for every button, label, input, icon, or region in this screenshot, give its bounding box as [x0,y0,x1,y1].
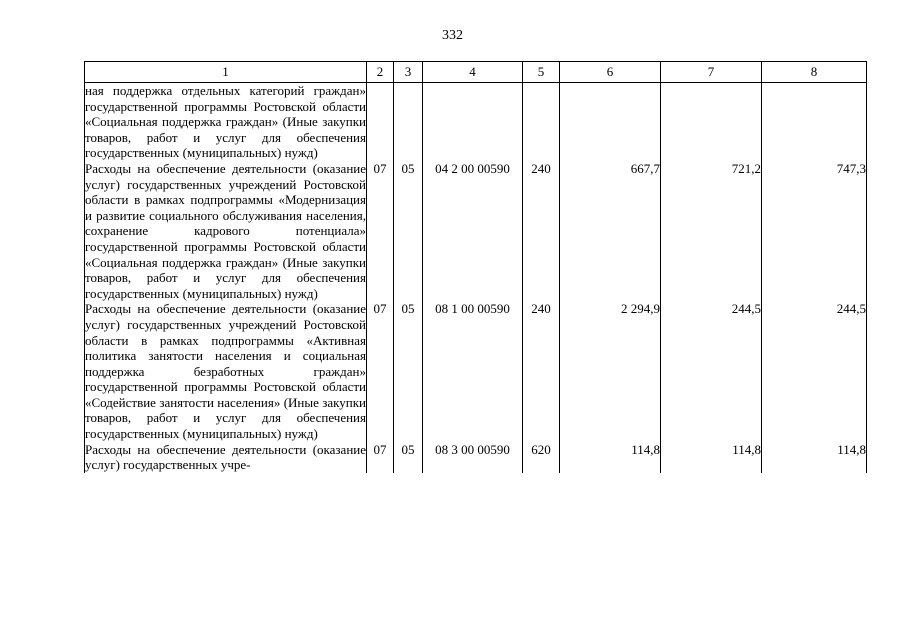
row-amount-3: 747,3 [762,161,867,301]
row-target-article: 08 1 00 00590 [423,301,523,441]
column-header-3: 3 [394,62,423,83]
row-target-article: 08 3 00 00590 [423,442,523,473]
row-amount-1: 2 294,9 [560,301,661,441]
row-subsection: 05 [394,301,423,441]
row-description: Расходы на обеспечение деятельности (оказание услуг) государственных учреждений Ростовской области в рамках подпрограммы «Модернизация и развитие социального обслуживания населения, сохранение кадрового потенциала» государственной программы Ростовской области «Социальная поддержка граждан» (Иные закупки товаров, работ и услуг для обеспечения государственных (муниципальных) нужд) [85,160,366,301]
table-header-row [85,62,867,83]
budget-table [84,61,867,473]
row-description: Расходы на обеспечение деятельности (оказание услуг) государственных учре- [85,441,366,473]
row-amount-2: 721,2 [661,161,762,301]
row-amount-1: 114,8 [560,442,661,473]
row-description: Расходы на обеспечение деятельности (оказание услуг) государственных учреждений Ростовской области в рамках подпрограммы «Активная политика занятости населения и социальная поддержка безработных граждан» государственной программы Ростовской области «Содействие занятости населения» (Иные закупки товаров, работ и услуг для обеспечения государственных (муниципальных) нужд) [85,301,366,442]
column-header-7: 7 [661,62,762,83]
row-amount-2: 244,5 [661,301,762,441]
table-row [85,161,867,301]
row-section [367,83,394,161]
row-amount-3 [762,83,867,161]
row-amount-2 [661,83,762,161]
column-header-2: 2 [367,62,394,83]
page-number: 332 [442,28,463,43]
table-row [85,83,867,161]
row-amount-2: 114,8 [661,442,762,473]
row-amount-3: 244,5 [762,301,867,441]
column-header-1: 1 [85,62,367,83]
row-target-article: 04 2 00 00590 [423,161,523,301]
column-header-5: 5 [523,62,560,83]
row-expense-type: 620 [523,442,560,473]
column-header-6: 6 [560,62,661,83]
row-amount-1 [560,83,661,161]
row-subsection [394,83,423,161]
row-amount-1: 667,7 [560,161,661,301]
row-expense-type: 240 [523,161,560,301]
row-expense-type [523,83,560,161]
row-amount-3: 114,8 [762,442,867,473]
table-row [85,301,867,441]
row-section: 07 [367,161,394,301]
row-description: ная поддержка отдельных категорий граждан» государственной программы Ростовской области «Социальная поддержка граждан» (Иные закупки товаров, работ и услуг для обеспечения государственных (муниципальных) нужд) [85,83,366,161]
row-expense-type: 240 [523,301,560,441]
table-row [85,442,867,473]
column-header-8: 8 [762,62,867,83]
row-target-article [423,83,523,161]
row-subsection: 05 [394,161,423,301]
row-section: 07 [367,301,394,441]
column-header-4: 4 [423,62,523,83]
row-section: 07 [367,442,394,473]
row-subsection: 05 [394,442,423,473]
